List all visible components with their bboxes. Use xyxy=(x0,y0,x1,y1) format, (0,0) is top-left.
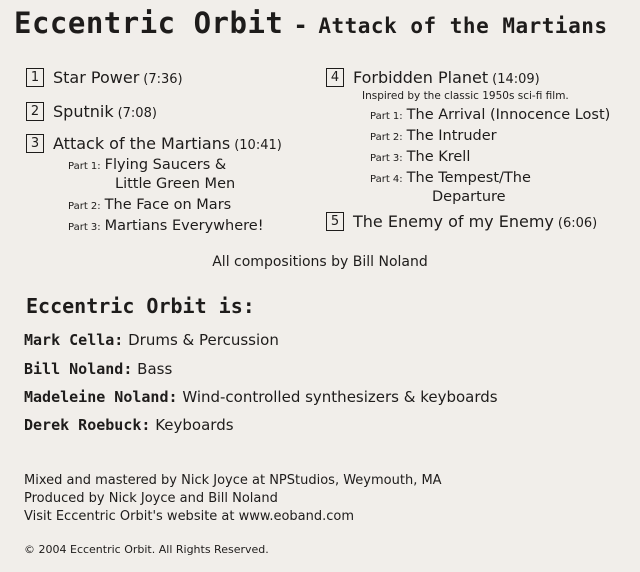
part-label: Part 4: xyxy=(370,174,403,185)
part-title-cont: Departure xyxy=(432,189,506,205)
part-title: The Tempest/The xyxy=(406,170,531,186)
part-title: Flying Saucers & xyxy=(104,157,227,173)
track-4-part-1 xyxy=(370,107,610,123)
track-time: (14:09) xyxy=(492,72,540,87)
member-row xyxy=(24,416,234,434)
track-4-part-4-cont xyxy=(432,189,506,205)
track-3-part-3 xyxy=(68,218,264,234)
member-row xyxy=(24,360,172,378)
copyright: © 2004 Eccentric Orbit. All Rights Reserved. xyxy=(24,543,269,556)
member-role: Bass xyxy=(137,360,173,378)
credit-mixing: Mixed and mastered by Nick Joyce at NPStudios, Weymouth, MA xyxy=(24,473,442,488)
member-name: Madeleine Noland: xyxy=(24,388,178,406)
track-3 xyxy=(26,134,282,153)
member-name: Mark Cella: xyxy=(24,331,124,349)
track-4 xyxy=(326,68,540,87)
track-time: (7:36) xyxy=(143,72,183,87)
part-label: Part 3: xyxy=(68,222,101,233)
members-heading: Eccentric Orbit is: xyxy=(26,294,255,318)
track-number: 1 xyxy=(26,68,44,87)
track-number: 3 xyxy=(26,134,44,153)
member-name: Bill Noland: xyxy=(24,360,133,378)
track-3-part-1 xyxy=(68,157,226,173)
track-title: Attack of the Martians xyxy=(53,134,231,153)
track-number: 5 xyxy=(326,212,344,231)
part-label: Part 1: xyxy=(370,111,403,122)
album-title: Attack of the Martians xyxy=(318,14,608,38)
track-title: Forbidden Planet xyxy=(353,68,489,87)
track-4-part-4 xyxy=(370,170,531,186)
track-4-part-2 xyxy=(370,128,497,144)
track-time: (7:08) xyxy=(117,106,157,121)
part-title: The Intruder xyxy=(406,128,497,144)
credit-website: Visit Eccentric Orbit's website at www.eoband.com xyxy=(24,509,355,524)
track-title: Sputnik xyxy=(53,102,114,121)
track-4-note: Inspired by the classic 1950s sci-fi film. xyxy=(362,90,569,102)
member-role: Drums & Percussion xyxy=(128,331,279,349)
track-3-part-1-cont xyxy=(115,176,235,192)
band-name: Eccentric Orbit xyxy=(14,6,284,40)
track-5 xyxy=(326,212,597,231)
track-3-part-2 xyxy=(68,197,231,213)
album-header xyxy=(14,6,634,40)
part-title: The Arrival (Innocence Lost) xyxy=(406,107,611,123)
part-label: Part 2: xyxy=(68,201,101,212)
part-label: Part 1: xyxy=(68,161,101,172)
part-title-cont: Little Green Men xyxy=(115,176,236,192)
track-title: Star Power xyxy=(53,68,140,87)
member-role: Keyboards xyxy=(155,416,234,434)
track-title: The Enemy of my Enemy xyxy=(353,212,554,231)
member-row xyxy=(24,331,279,349)
track-4-part-3 xyxy=(370,149,470,165)
track-number: 2 xyxy=(26,102,44,121)
part-label: Part 2: xyxy=(370,132,403,143)
track-1 xyxy=(26,68,183,87)
member-row xyxy=(24,388,498,406)
track-time: (10:41) xyxy=(234,138,282,153)
header-dash: - xyxy=(293,11,309,39)
member-name: Derek Roebuck: xyxy=(24,416,151,434)
track-number: 4 xyxy=(326,68,344,87)
compositions-credit: All compositions by Bill Noland xyxy=(212,254,428,270)
part-title: The Face on Mars xyxy=(104,197,232,213)
part-label: Part 3: xyxy=(370,153,403,164)
track-2 xyxy=(26,102,157,121)
credit-producer: Produced by Nick Joyce and Bill Noland xyxy=(24,491,278,506)
member-role: Wind-controlled synthesizers & keyboards xyxy=(182,388,498,406)
part-title: Martians Everywhere! xyxy=(104,218,264,234)
part-title: The Krell xyxy=(406,149,471,165)
track-time: (6:06) xyxy=(557,216,598,231)
